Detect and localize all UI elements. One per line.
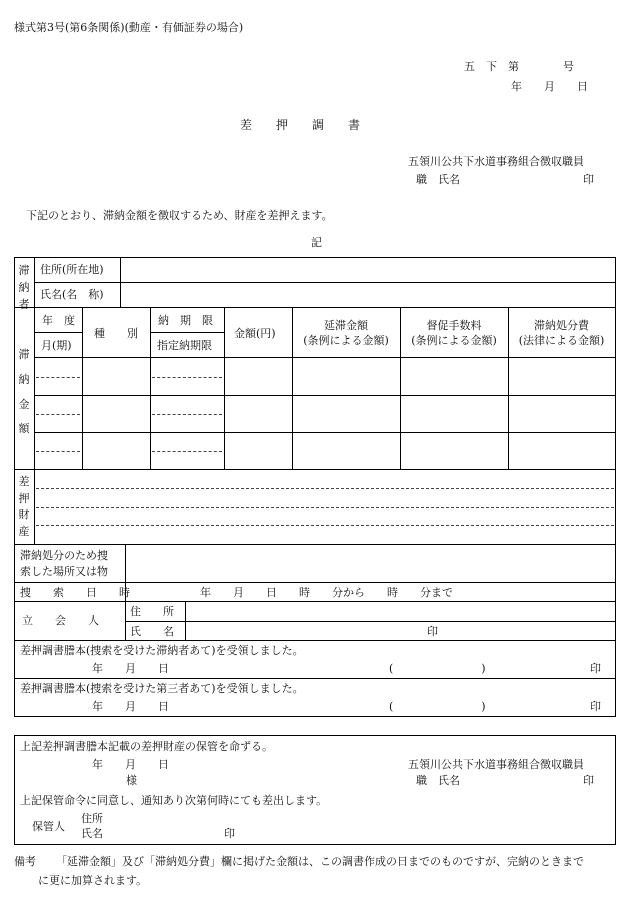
custody-issuer-name-label: 職 氏名 (416, 774, 460, 787)
amount-row-1-disposal-fee[interactable] (510, 362, 614, 392)
witness-label: 立 会 人 (22, 614, 99, 627)
seized-property-line-3[interactable] (40, 511, 610, 523)
receipt-2-text: 差押調書謄本(捜索を受けた第三者あて)を受領しました。 (20, 682, 304, 695)
form-label: 様式第3号(第6条関係)(動産・有価証券の場合) (14, 21, 244, 34)
header-late-fee-note: (条例による金額) (303, 334, 389, 347)
custody-date: 年 月 日 (92, 758, 169, 771)
seized-property-side-label: 差 押 財 産 (18, 475, 30, 538)
seized-property-line-2[interactable] (40, 492, 610, 504)
amount-row-2-amount[interactable] (226, 399, 290, 429)
header-year: 年 度 (42, 314, 75, 327)
amount-row-1-kind[interactable] (84, 362, 148, 392)
receipt-2-seal: 印 (590, 700, 601, 713)
amount-row-1-late-fee[interactable] (294, 362, 398, 392)
receipt-1-seal: 印 (590, 662, 601, 675)
issuer-org: 五領川公共下水道事務組合徴収職員 (408, 155, 584, 168)
amount-row-2-late-fee[interactable] (294, 399, 398, 429)
header-due: 納 期 限 (158, 314, 213, 327)
custody-issuer-seal: 印 (583, 774, 594, 787)
amount-row-3-amount[interactable] (226, 436, 290, 466)
header-kind: 種 別 (94, 327, 138, 340)
amount-row-1-year[interactable] (36, 362, 80, 392)
keeper-label: 保管人 (32, 820, 65, 833)
amount-row-3-late-fee[interactable] (294, 436, 398, 466)
custody-consent-text: 上記保管命令に同意し、通知あり次第何時にても差出します。 (20, 794, 328, 807)
witness-seal: 印 (427, 625, 438, 638)
keeper-seal: 印 (224, 827, 235, 840)
amount-row-1-reminder-fee[interactable] (402, 362, 506, 392)
delinquent-side-label: 滞 納 者 (18, 264, 30, 312)
custody-order-text: 上記差押調書謄本記載の差押財産の保管を命ずる。 (20, 740, 273, 753)
issuer-name-label: 職 氏名 (416, 173, 460, 186)
document-number: 五 下 第 号 (464, 60, 574, 73)
amount-row-3-due[interactable] (152, 436, 222, 466)
amount-row-1-due[interactable] (152, 362, 222, 392)
receipt-2-paren: ( ) (389, 700, 486, 713)
seized-property-line-1[interactable] (40, 474, 610, 486)
name-label: 氏名(名 称) (40, 288, 104, 301)
page-title: 差 押 調 書 (240, 118, 361, 132)
receipt-1-date: 年 月 日 (92, 662, 169, 675)
amount-row-1-amount[interactable] (226, 362, 290, 392)
header-month: 月(期) (41, 339, 72, 352)
header-disposal-fee: 滞納処分費 (534, 319, 589, 332)
amount-row-2-year[interactable] (36, 399, 80, 429)
keeper-name-label: 氏名 (81, 827, 103, 840)
ki-label: 記 (311, 236, 322, 249)
note-line-2: に更に加算されます。 (38, 874, 148, 887)
keeper-address-label: 住所 (81, 812, 103, 825)
amount-row-3-disposal-fee[interactable] (510, 436, 614, 466)
search-place-label-line-2: 索した場所又は物 (20, 565, 108, 578)
receipt-1-paren: ( ) (389, 662, 486, 675)
address-label: 住所(所在地) (40, 263, 104, 276)
amount-row-2-disposal-fee[interactable] (510, 399, 614, 429)
receipt-1-text: 差押調書謄本(捜索を受けた滞納者あて)を受領しました。 (20, 644, 304, 657)
header-designated-due: 指定納期限 (157, 339, 212, 352)
amount-row-3-reminder-fee[interactable] (402, 436, 506, 466)
amount-row-3-year[interactable] (36, 436, 80, 466)
header-amount: 金額(円) (234, 327, 276, 340)
amount-row-2-kind[interactable] (84, 399, 148, 429)
header-late-fee: 延滞金額 (324, 319, 368, 332)
note-label: 備考 (14, 855, 36, 868)
issuer-seal: 印 (583, 173, 594, 186)
search-datetime-label: 捜 索 日 時 (20, 586, 130, 599)
header-reminder-fee-note: (条例による金額) (411, 334, 497, 347)
amount-row-3-kind[interactable] (84, 436, 148, 466)
header-reminder-fee: 督促手数料 (426, 319, 482, 332)
document-date: 年 月 日 (511, 80, 588, 93)
witness-name-label: 氏 名 (130, 625, 174, 638)
header-disposal-fee-note: (法律による金額) (518, 334, 605, 347)
note-line-1: 「延滞金額」及び「滞納処分費」欄に掲げた金額は、この調書作成の日までのものですが、完納のときまで (56, 855, 584, 868)
intro-text: 下記のとおり、滞納金額を徴収するため、財産を差押えます。 (26, 209, 333, 222)
amount-side-label: 滞 納 金 額 (18, 348, 30, 436)
amount-row-2-reminder-fee[interactable] (402, 399, 506, 429)
custody-addressee: 様 (126, 774, 137, 787)
seized-property-line-4[interactable] (40, 529, 610, 541)
search-datetime-value: 年 月 日 時 分から 時 分まで (200, 586, 453, 599)
search-place-label-line-1: 滞納処分のため捜 (20, 549, 108, 562)
custody-issuer-org: 五領川公共下水道事務組合徴収職員 (408, 758, 584, 771)
receipt-2-date: 年 月 日 (92, 700, 169, 713)
amount-row-2-due[interactable] (152, 399, 222, 429)
witness-address-label: 住 所 (130, 605, 174, 618)
